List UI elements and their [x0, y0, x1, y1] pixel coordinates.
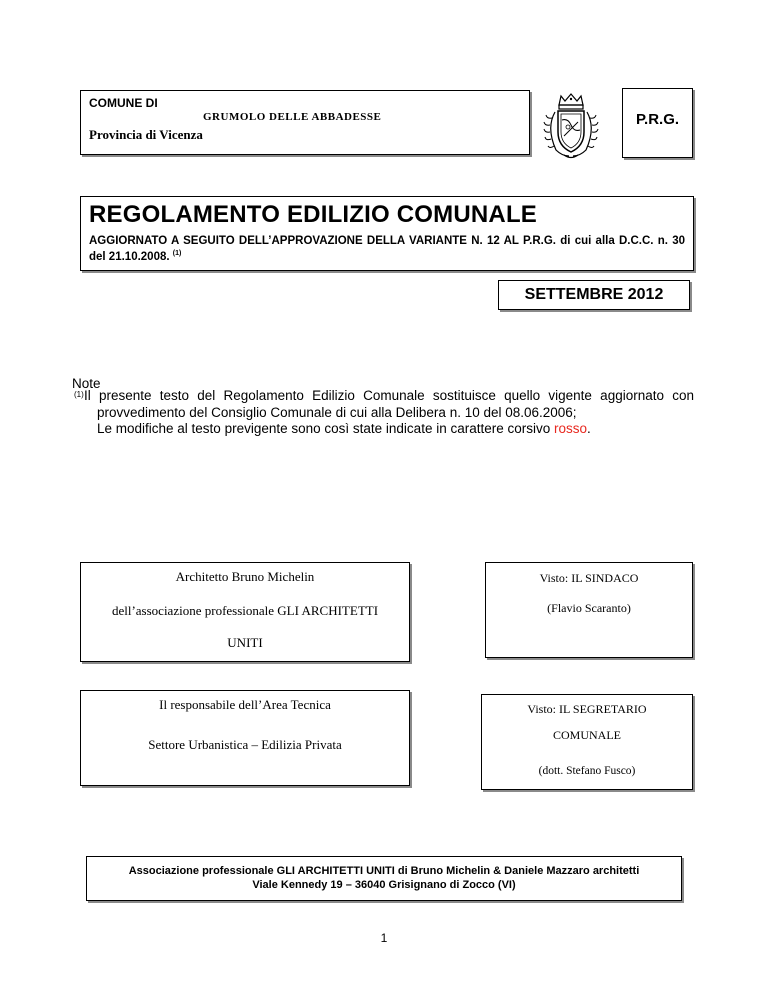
sindaco-title: Visto: IL SINDACO: [539, 571, 639, 585]
subtitle-footnote-marker: (1): [172, 250, 182, 257]
comune-name: GRUMOLO DELLE ABBADESSE: [203, 111, 382, 123]
document-subtitle: [89, 233, 685, 265]
note-red-word: rosso: [554, 421, 588, 436]
segretario-signature-box: [481, 694, 693, 790]
note-line-2: provvedimento del Consiglio Comunale di cui alla Delibera n. 10 del 08.06.2006;: [97, 405, 577, 420]
area-tecnica-signature-box: [80, 690, 410, 786]
note-line-1: Il presente testo del Regolamento Edilizio Comunale sostituisce quello vigente aggiornato con: [84, 388, 694, 403]
architect-association-cont: UNITI: [227, 635, 263, 650]
architect-name: Architetto Bruno Michelin: [175, 569, 315, 584]
footer-address: Viale Kennedy 19 – 36040 Grisignano di Zocco (VI): [252, 879, 516, 891]
note-line-3: [97, 421, 591, 436]
note-line-3-end: .: [587, 421, 591, 436]
segretario-title-cont: COMUNALE: [553, 728, 621, 742]
prg-box: [622, 88, 693, 158]
footer-association: Associazione professionale GLI ARCHITETTI UNITI di Bruno Michelin & Daniele Mazzaro architetti: [128, 865, 640, 877]
municipal-crest-icon: [540, 92, 602, 162]
segretario-name: (dott. Stefano Fusco): [538, 765, 636, 777]
note-line-3-text: Le modifiche al testo previgente sono così state indicate in carattere corsivo: [97, 421, 554, 436]
subtitle-text: AGGIORNATO A SEGUITO DELL’APPROVAZIONE DELLA VARIANTE N. 12 AL P.R.G. di cui alla D.C.C. n. 30 del 21.10.2008.: [89, 235, 685, 263]
segretario-title: Visto: IL SEGRETARIO: [527, 702, 647, 716]
municipality-box: [80, 90, 530, 155]
footer-box: [86, 856, 682, 901]
date-box: [498, 280, 690, 310]
sindaco-signature-box: [485, 562, 693, 658]
area-tecnica-sector: Settore Urbanistica – Edilizia Privata: [148, 737, 342, 752]
title-box: [80, 196, 694, 271]
page-number: 1: [380, 931, 388, 945]
provincia-label: Provincia di Vicenza: [89, 127, 203, 142]
document-date: SETTEMBRE 2012: [524, 286, 664, 303]
prg-label: P.R.G.: [635, 111, 680, 128]
comune-label: COMUNE DI: [89, 96, 158, 110]
document-title: REGOLAMENTO EDILIZIO COMUNALE: [89, 201, 538, 228]
notes-label: Note: [72, 376, 101, 391]
architect-association: dell’associazione professionale GLI ARCHITETTI: [111, 603, 379, 618]
architect-signature-box: [80, 562, 410, 662]
sindaco-name: (Flavio Scaranto): [547, 601, 631, 615]
note-marker: (1): [74, 390, 84, 399]
area-tecnica-title: Il responsabile dell’Area Tecnica: [159, 697, 331, 712]
